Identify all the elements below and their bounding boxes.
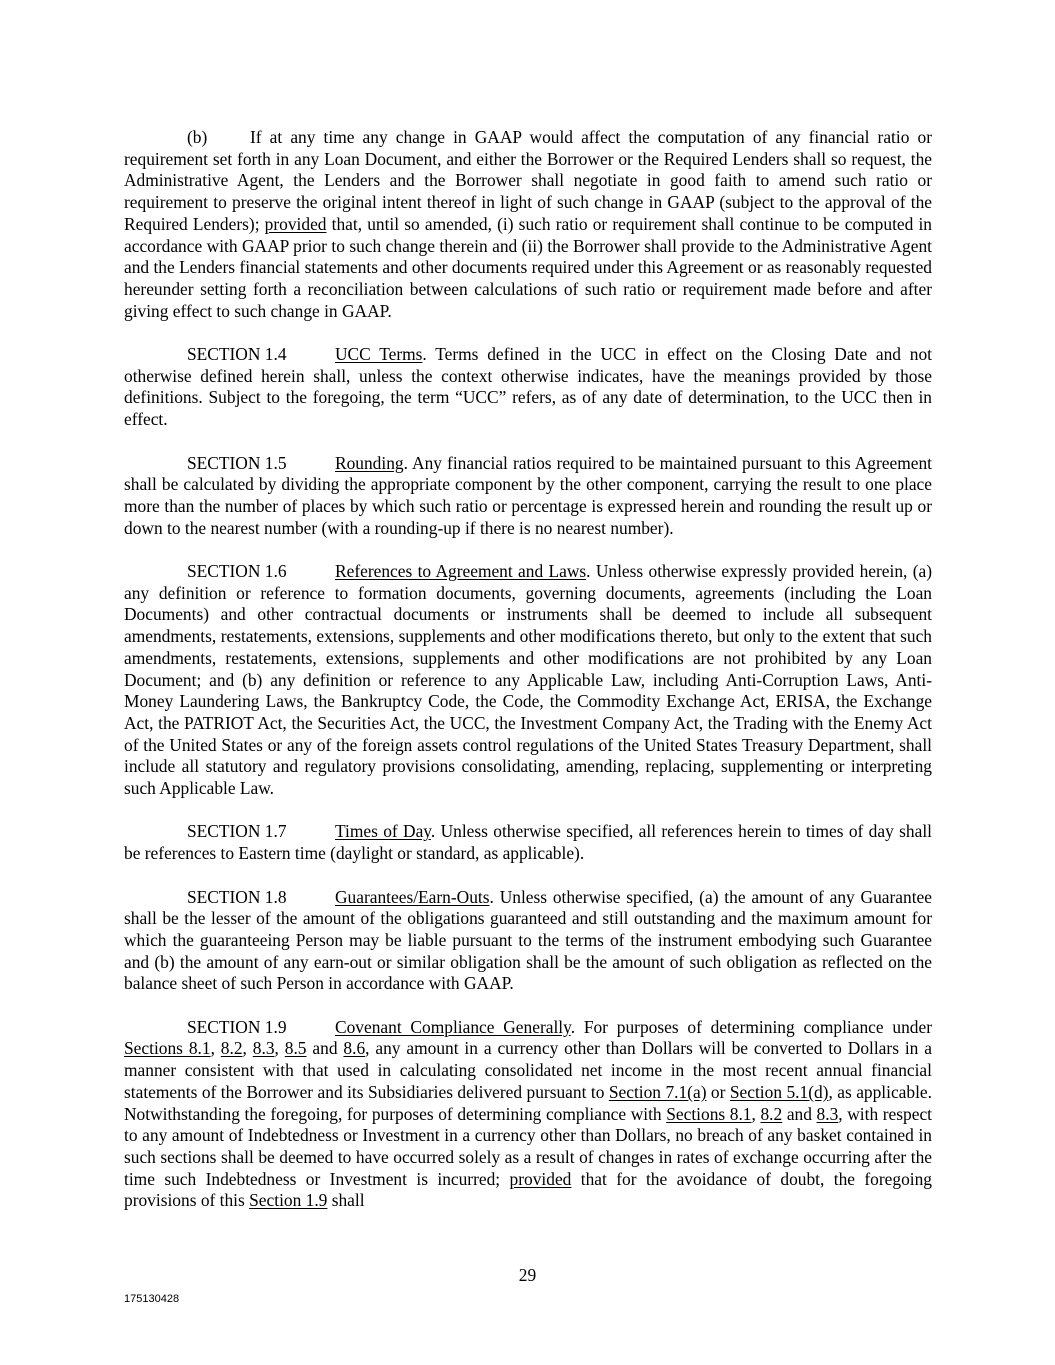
section-title: Rounding (335, 452, 404, 473)
section-title: References to Agreement and Laws (335, 561, 587, 582)
section-reference: 8.2 (760, 1103, 783, 1124)
paragraph-text: If at any time any change in GAAP would affect the computation of any financial ratio or requirement set forth in any Loan Document, and either the Borrower or the Required Lenders shall so request, the Administrative Agent, the Lenders and the Borrower shall negotiate in good faith to amend such ratio or requirement to preserve the original intent thereof in light of such change in GAAP (subject to the approval of the Required Lenders); (124, 127, 932, 234)
section-text: , (751, 1103, 761, 1124)
section-text: , (210, 1038, 221, 1059)
section-1-4 (124, 344, 932, 431)
section-reference: 8.3 (252, 1038, 275, 1059)
section-reference: 8.3 (816, 1103, 839, 1124)
section-reference: Section 7.1(a) (608, 1081, 707, 1102)
section-text: and (306, 1038, 344, 1059)
section-number: SECTION 1.6 (187, 561, 287, 582)
section-reference: 8.2 (220, 1038, 243, 1059)
section-text: , (274, 1038, 285, 1059)
section-text: and (782, 1103, 817, 1124)
section-text: . Unless otherwise specified, (a) the amount of any Guarantee shall be the lesser of the amount of the obligations guaranteed and still outstanding and the maximum amount for which the guaranteeing Person may be liable pursuant to the terms of the instrument embodying such Guarantee and (b) the amount of any earn-out or similar obligation shall be the amount of such obligation as reflected on the balance sheet of such Person in accordance with GAAP. (124, 886, 932, 994)
section-1-6 (124, 561, 932, 800)
section-reference: Section 5.1(d) (729, 1081, 829, 1102)
section-title: Covenant Compliance Generally (335, 1016, 571, 1037)
section-reference: 8.6 (343, 1038, 366, 1059)
section-1-5 (124, 453, 932, 540)
section-text: , with respect to any amount of Indebtedness or Investment in a currency other than Dollars, no breach of any basket contained in such sections shall be deemed to have occurred solely as a result of changes in rates of exchange occurring after the time such Indebtedness or Investment is incurred; (124, 1103, 932, 1189)
page-number: 29 (518, 1265, 537, 1285)
provided-term: provided (264, 213, 327, 234)
paragraph-b (124, 127, 932, 322)
section-reference: Section 1.9 (249, 1190, 328, 1211)
section-title: Guarantees/Earn-Outs (335, 886, 490, 907)
section-title: Times of Day (335, 821, 431, 842)
section-text: . Any financial ratios required to be maintained pursuant to this Agreement shall be calculated by dividing the appropriate component by the other component, carrying the result to one place more than the number of places by which such ratio or percentage is expressed herein and rounding the result up or down to the nearest number (with a rounding-up if there is no nearest number). (124, 452, 932, 538)
section-text: . For purposes of determining compliance under (570, 1016, 932, 1037)
section-title: UCC Terms (335, 344, 423, 365)
section-reference: Sections 8.1 (124, 1038, 211, 1059)
section-1-7 (124, 821, 932, 864)
section-1-8 (124, 887, 932, 996)
section-number: SECTION 1.4 (187, 344, 287, 365)
section-text: shall (327, 1190, 365, 1211)
provided-term: provided (509, 1168, 572, 1189)
section-reference: 8.5 (284, 1038, 307, 1059)
section-text: . Unless otherwise expressly provided herein, (a) any definition or reference to formation documents, governing documents, agreements (including the Loan Documents) and other contractual documents or instruments shall be deemed to include all subsequent amendments, restatements, extensions, supplements and other modifications thereto, but only to the extent that such amendments, restatements, extensions, supplements and other modifications are not prohibited by any Loan Document; and (b) any definition or reference to any Applicable Law, including Anti-Corruption Laws, Anti-Money Laundering Laws, the Bankruptcy Code, the Code, the Commodity Exchange Act, ERISA, the Exchange Act, the PATRIOT Act, the Securities Act, the UCC, the Investment Company Act, the Trading with the Enemy Act of the United States or any of the foreign assets control regulations of the United States Treasury Department, shall include all statutory and regulatory provisions consolidating, amending, replacing, supplementing or interpreting such Applicable Law. (124, 561, 933, 799)
paragraph-label: (b) (187, 127, 208, 147)
section-reference: Sections 8.1 (666, 1103, 752, 1124)
section-text: . Unless otherwise specified, all references herein to times of day shall be references to Eastern time (daylight or standard, as applicable). (124, 821, 932, 864)
section-number: SECTION 1.8 (187, 886, 287, 907)
document-id: 175130428 (124, 1293, 180, 1305)
section-number: SECTION 1.7 (187, 821, 287, 842)
section-number: SECTION 1.5 (187, 452, 287, 473)
section-text: , any amount in a currency other than Dollars will be converted to Dollars in a manner consistent with that used in calculating consolidated net income in the most recent annual financial statements of the Borrower and its Subsidiaries delivered pursuant to (124, 1038, 932, 1102)
page-body (124, 127, 932, 1234)
section-text: that for the avoidance of doubt, the foregoing provisions of this (124, 1168, 932, 1211)
section-number: SECTION 1.9 (187, 1016, 287, 1037)
section-text: , as applicable. Notwithstanding the foregoing, for purposes of determining compliance with (124, 1081, 932, 1124)
section-text: , (242, 1038, 253, 1059)
section-1-9 (124, 1017, 932, 1212)
section-text: or (706, 1081, 730, 1102)
section-text: . Terms defined in the UCC in effect on the Closing Date and not otherwise defined herein shall, unless the context otherwise indicates, have the meanings provided by those definitions. Subject to the foregoing, the term “UCC” refers, as of any date of determination, to the UCC then in effect. (124, 344, 932, 430)
paragraph-text: that, until so amended, (i) such ratio or requirement shall continue to be computed in accordance with GAAP prior to such change therein and (ii) the Borrower shall provide to the Administrative Agent and the Lenders financial statements and other documents required under this Agreement or as reasonably requested hereunder setting forth a reconciliation between calculations of such ratio or requirement made before and after giving effect to such change in GAAP. (124, 213, 932, 321)
